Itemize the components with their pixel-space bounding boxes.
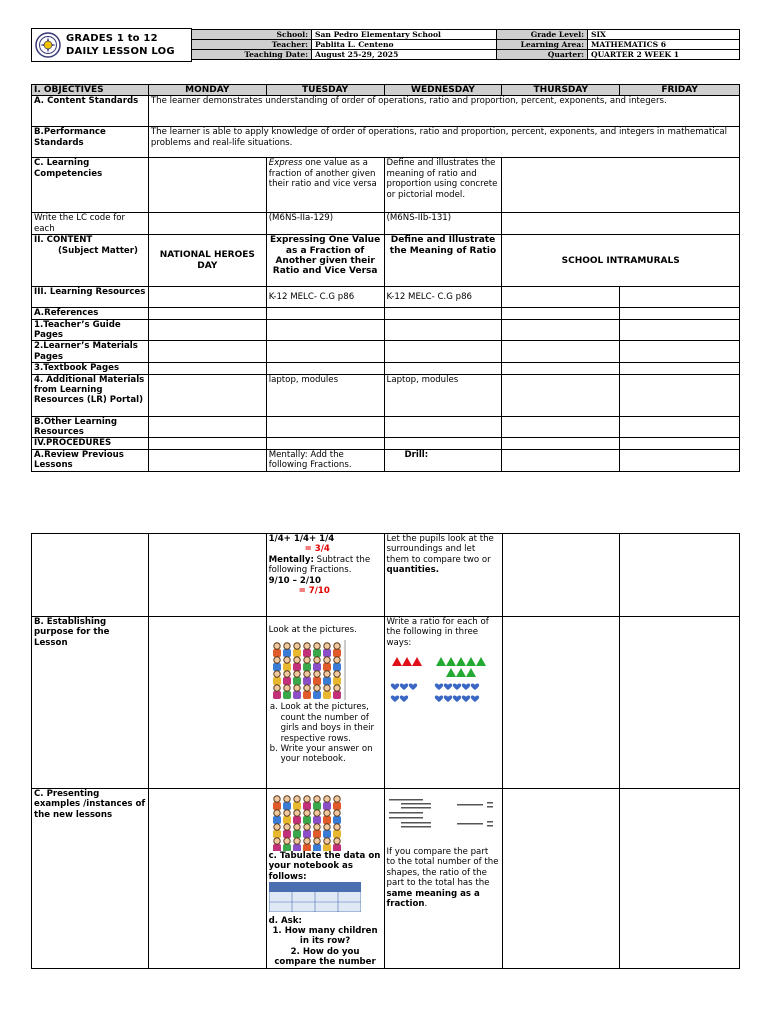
child-head xyxy=(333,671,339,677)
write-ratio-text: Write a ratio for each of the following in three ways: xyxy=(386,617,489,648)
child-figure xyxy=(293,691,301,699)
subtract-instruction xyxy=(269,555,382,576)
header-title-box xyxy=(31,28,192,62)
child-head xyxy=(303,796,309,802)
header-info-table xyxy=(191,29,740,60)
child-figure xyxy=(303,663,311,671)
child-head xyxy=(313,838,319,844)
quantities-word: quantities xyxy=(386,565,436,576)
learning-resources-label: III. Learning Resources xyxy=(32,287,149,308)
heart-shape xyxy=(390,684,398,690)
content-standards-text: The learner demonstrates understanding of order of operations, ratio and proportion, percent, exponents, and integers. xyxy=(148,96,739,127)
child-head xyxy=(333,796,339,802)
learning-competencies-label: C. Learning Competencies xyxy=(32,158,149,213)
subtract-text: Subtract the following Fractions. xyxy=(268,554,371,576)
lc-wednesday: (M6NS-IIb-131) xyxy=(384,213,502,235)
child-head xyxy=(283,796,289,802)
review-lessons-label: A.Review Previous Lessons xyxy=(32,449,149,471)
step-c: c. Tabulate the data on your notebook as follows: xyxy=(268,851,381,882)
learners-materials-label: 2.Learner’s Materials Pages xyxy=(32,341,149,363)
presenting-wednesday xyxy=(384,789,502,969)
lc-thu-fri xyxy=(502,213,740,235)
school-value: San Pedro Elementary School xyxy=(312,30,497,40)
child-figure xyxy=(283,663,291,671)
child-figure xyxy=(283,816,291,824)
competency-tuesday xyxy=(266,158,384,213)
quarter-value: QUARTER 2 WEEK 1 xyxy=(588,50,740,60)
child-head xyxy=(273,824,279,830)
child-figure xyxy=(303,802,311,810)
lesson-log-table-continued xyxy=(31,533,740,969)
child-figure xyxy=(283,830,291,838)
additional-wednesday: Laptop, modules xyxy=(384,374,502,416)
teaching-date-value: August 25-29, 2025 xyxy=(312,50,497,60)
child-head xyxy=(273,796,279,802)
child-head xyxy=(283,657,289,663)
surroundings-text: Let the pupils look at the surroundings and let them to compare two or xyxy=(386,534,494,565)
child-head xyxy=(283,838,289,844)
child-head xyxy=(273,643,279,649)
child-figure xyxy=(333,649,341,657)
ask-1: 1. How many children in its row? xyxy=(272,926,378,947)
child-head xyxy=(323,657,329,663)
child-figure xyxy=(323,691,331,699)
heart-shape xyxy=(443,684,451,690)
ask-2: 2. How do you compare the number xyxy=(274,946,376,968)
review-tuesday-continued xyxy=(266,534,384,617)
monday-heading: MONDAY xyxy=(148,85,266,96)
child-head xyxy=(303,671,309,677)
establishing-tuesday xyxy=(266,617,384,789)
lc-tuesday: (M6NS-IIa-129) xyxy=(266,213,384,235)
child-figure xyxy=(303,844,311,851)
child-head xyxy=(293,671,299,677)
child-figure xyxy=(333,691,341,699)
children-rows-picture xyxy=(269,638,347,702)
child-figure xyxy=(323,663,331,671)
child-head xyxy=(273,685,279,691)
child-figure xyxy=(333,663,341,671)
objectives-heading: I. OBJECTIVES xyxy=(32,85,149,96)
child-head xyxy=(293,838,299,844)
title-grades: GRADES 1 to 12 xyxy=(66,33,158,44)
subtract-problem: 9/10 – 2/10 xyxy=(268,575,322,586)
child-head xyxy=(293,685,299,691)
look-pictures-text: Look at the pictures. xyxy=(268,625,357,635)
child-figure xyxy=(283,802,291,810)
child-head xyxy=(313,796,319,802)
child-figure xyxy=(273,691,281,699)
review-wednesday: Drill: xyxy=(384,449,502,471)
child-head xyxy=(313,685,319,691)
title-daily-lesson-log: DAILY LESSON LOG xyxy=(66,46,175,57)
additional-materials-label: 4. Additional Materials from Learning Resources (LR) Portal) xyxy=(32,374,149,416)
other-resources-label: B.Other Learning Resources xyxy=(32,416,149,438)
additional-tuesday: laptop, modules xyxy=(266,374,384,416)
heart-shape xyxy=(443,696,451,702)
lc-monday xyxy=(148,213,266,235)
child-figure xyxy=(313,830,321,838)
resources-monday xyxy=(148,287,266,308)
child-head xyxy=(323,671,329,677)
establishing-purpose-label: B. Establishing purpose for the Lesson xyxy=(32,617,149,789)
learning-area-label: Learning Area: xyxy=(497,40,588,50)
child-figure xyxy=(333,816,341,824)
child-figure xyxy=(323,677,331,685)
child-figure xyxy=(293,649,301,657)
children-rows-picture-2 xyxy=(269,789,347,851)
content-heading: II. CONTENT xyxy=(34,235,93,246)
child-head xyxy=(333,657,339,663)
child-head xyxy=(273,657,279,663)
mentally-word: Mentally: xyxy=(268,554,314,565)
child-head xyxy=(303,685,309,691)
establishing-wednesday xyxy=(384,617,502,789)
child-figure xyxy=(303,830,311,838)
content-standards-label: A. Content Standards xyxy=(32,96,149,127)
child-figure xyxy=(323,802,331,810)
compare-paragraph xyxy=(387,847,500,909)
child-figure xyxy=(333,677,341,685)
references-label: A.References xyxy=(32,308,149,319)
child-head xyxy=(293,643,299,649)
child-figure xyxy=(313,663,321,671)
tuesday-heading: TUESDAY xyxy=(266,85,384,96)
child-head xyxy=(293,824,299,830)
child-figure xyxy=(293,830,301,838)
step-a: a. Look at the pictures, count the number of girls and boys in their respective rows. xyxy=(281,702,382,744)
child-figure xyxy=(283,844,291,851)
add-answer: = 3/4 xyxy=(304,544,330,555)
heart-shape xyxy=(399,684,407,690)
child-head xyxy=(323,810,329,816)
heart-shape xyxy=(470,684,478,690)
child-head xyxy=(303,657,309,663)
child-head xyxy=(293,810,299,816)
child-figure xyxy=(293,844,301,851)
content-tuesday: Expressing One Value as a Fraction of Another given their Ratio and Vice Versa xyxy=(266,235,384,287)
wednesday-heading: WEDNESDAY xyxy=(384,85,502,96)
child-head xyxy=(333,810,339,816)
child-head xyxy=(303,838,309,844)
resources-thursday xyxy=(502,287,620,308)
child-figure xyxy=(333,802,341,810)
child-figure xyxy=(273,677,281,685)
child-head xyxy=(273,810,279,816)
performance-standards-label: B.Performance Standards xyxy=(32,127,149,158)
child-figure xyxy=(323,649,331,657)
child-figure xyxy=(313,816,321,824)
competency-monday xyxy=(148,158,266,213)
content-thu-fri: SCHOOL INTRAMURALS xyxy=(502,235,740,287)
presenting-tuesday xyxy=(266,789,384,969)
child-head xyxy=(333,685,339,691)
heart-shape xyxy=(399,696,407,702)
child-figure xyxy=(273,649,281,657)
child-figure xyxy=(323,816,331,824)
resources-wednesday: K-12 MELC- C.G p86 xyxy=(384,287,502,308)
child-figure xyxy=(283,677,291,685)
review-tuesday: Mentally: Add the following Fractions. xyxy=(266,449,384,471)
teacher-value: Pablita L. Centeno xyxy=(312,40,497,50)
child-figure xyxy=(303,649,311,657)
friday-heading: FRIDAY xyxy=(620,85,740,96)
child-head xyxy=(323,796,329,802)
child-figure xyxy=(323,830,331,838)
heart-shape xyxy=(390,696,398,702)
same-meaning-text: same meaning as a fraction xyxy=(386,888,480,910)
compare-end: . xyxy=(424,899,428,910)
textbook-pages-label: 3.Textbook Pages xyxy=(32,363,149,374)
child-figure xyxy=(273,830,281,838)
child-figure xyxy=(303,691,311,699)
lesson-log-table xyxy=(31,84,740,472)
learning-area-value: MATHEMATICS 6 xyxy=(588,40,740,50)
child-head xyxy=(323,685,329,691)
tabulate-table-picture xyxy=(269,882,361,912)
heart-shape xyxy=(408,684,416,690)
performance-standards-text: The learner is able to apply knowledge of order of operations, ratio and proportion, percent, exponents, and integers in mathematical problems and real-life situations. xyxy=(148,127,739,158)
thursday-heading: THURSDAY xyxy=(502,85,620,96)
school-label: School: xyxy=(192,30,312,40)
child-figure xyxy=(333,844,341,851)
step-b: b. Write your answer on your notebook. xyxy=(281,744,382,765)
child-figure xyxy=(313,802,321,810)
child-head xyxy=(283,671,289,677)
child-head xyxy=(313,810,319,816)
shapes-picture xyxy=(387,651,497,703)
competency-wednesday: Define and illustrates the meaning of ratio and proportion using concrete or pictorial model. xyxy=(384,158,502,213)
child-figure xyxy=(313,691,321,699)
child-head xyxy=(313,824,319,830)
child-head xyxy=(283,643,289,649)
teacher-label: Teacher: xyxy=(192,40,312,50)
child-head xyxy=(283,824,289,830)
heart-shape xyxy=(434,696,442,702)
child-head xyxy=(303,643,309,649)
child-head xyxy=(323,643,329,649)
child-figure xyxy=(293,663,301,671)
heart-shape xyxy=(452,696,460,702)
lc-code-label: Write the LC code for each xyxy=(32,213,149,235)
child-figure xyxy=(333,830,341,838)
child-head xyxy=(283,685,289,691)
child-head xyxy=(313,643,319,649)
child-figure xyxy=(273,844,281,851)
review-wednesday-continued: Let the pupils look at the surroundings and let them to compare two or quantities. xyxy=(384,534,502,617)
child-head xyxy=(303,824,309,830)
child-head xyxy=(323,838,329,844)
review-continued-label xyxy=(32,534,149,617)
child-head xyxy=(293,657,299,663)
competency-thu-fri xyxy=(502,158,740,213)
procedures-label: IV.PROCEDURES xyxy=(32,438,149,449)
presenting-examples-label: C. Presenting examples /instances of the new lessons xyxy=(32,789,149,969)
child-figure xyxy=(313,844,321,851)
heart-shape xyxy=(470,696,478,702)
child-head xyxy=(333,643,339,649)
express-word: Express xyxy=(268,158,303,169)
child-figure xyxy=(283,691,291,699)
child-figure xyxy=(313,677,321,685)
subtract-answer: = 7/10 xyxy=(298,586,330,597)
teaching-date-label: Teaching Date: xyxy=(192,50,312,60)
child-figure xyxy=(323,844,331,851)
quarter-label: Quarter: xyxy=(497,50,588,60)
step-d: d. Ask: xyxy=(268,915,302,926)
heart-shape xyxy=(461,696,469,702)
child-figure xyxy=(303,816,311,824)
child-head xyxy=(323,824,329,830)
child-head xyxy=(313,671,319,677)
child-figure xyxy=(273,663,281,671)
child-figure xyxy=(273,816,281,824)
teachers-guide-label: 1.Teacher’s Guide Pages xyxy=(32,319,149,341)
child-head xyxy=(333,838,339,844)
child-head xyxy=(273,838,279,844)
heart-shape xyxy=(452,684,460,690)
child-figure xyxy=(293,816,301,824)
child-figure xyxy=(293,802,301,810)
grade-level-value: SIX xyxy=(588,30,740,40)
content-label xyxy=(32,235,149,287)
child-head xyxy=(283,810,289,816)
child-head xyxy=(313,657,319,663)
content-wednesday: Define and Illustrate the Meaning of Ratio xyxy=(384,235,502,287)
grade-level-label: Grade Level: xyxy=(497,30,588,40)
subject-matter: (Subject Matter) xyxy=(58,245,138,256)
competency-tuesday-text: one value as a fraction of another given their ratio and vice versa xyxy=(268,158,377,190)
deped-seal-icon xyxy=(35,32,61,58)
child-head xyxy=(293,796,299,802)
child-figure xyxy=(273,802,281,810)
add-problem: 1/4+ 1/4+ 1/4 xyxy=(268,534,335,544)
child-figure xyxy=(283,649,291,657)
heart-shape xyxy=(434,684,442,690)
ratio-example-picture xyxy=(387,797,499,831)
child-head xyxy=(273,671,279,677)
child-figure xyxy=(313,649,321,657)
child-head xyxy=(333,824,339,830)
resources-tuesday: K-12 MELC- C.G p86 xyxy=(266,287,384,308)
child-head xyxy=(303,810,309,816)
child-figure xyxy=(293,677,301,685)
compare-text: If you compare the part to the total number of the shapes, the ratio of the part to the total has the xyxy=(386,847,499,889)
content-monday: NATIONAL HEROES DAY xyxy=(148,235,266,287)
child-figure xyxy=(303,677,311,685)
resources-friday xyxy=(620,287,740,308)
heart-shape xyxy=(461,684,469,690)
